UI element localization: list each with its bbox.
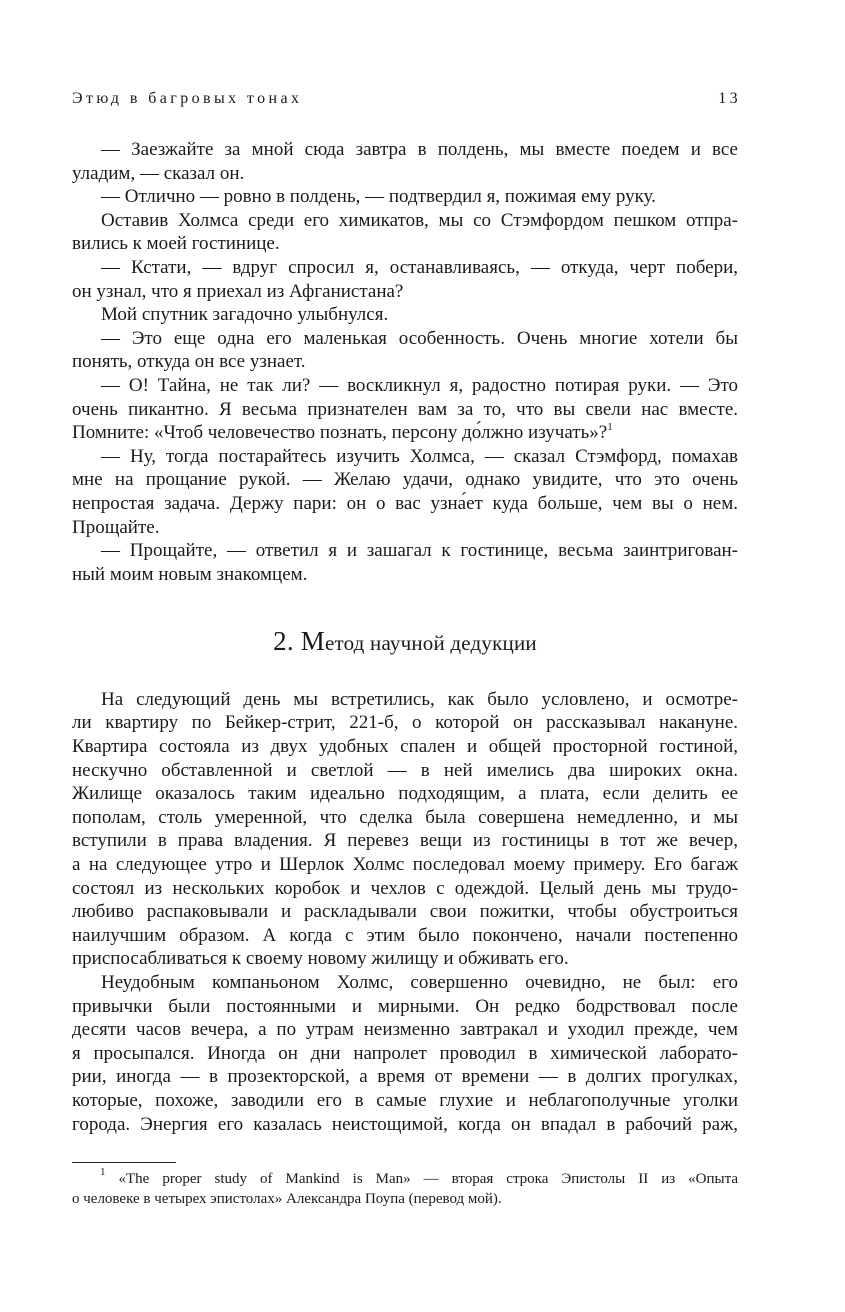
text-line: Квартира состояла из двух удобных спален и общей просторной гостиной, <box>72 736 738 758</box>
text-line: — Заезжайте за мной сюда завтра в полдень, мы вместе поедем и все <box>101 139 738 160</box>
text-line: Жилище оказалось таким идеально подходящим, а плата, если делить ее <box>72 783 738 805</box>
text-line: Неудобным компаньоном Холмс, совершенно очевидно, не был: его <box>101 972 738 993</box>
chapter-title-initial: М <box>300 626 325 657</box>
text-line: ли квартиру по Бейкер-стрит, 221-б, о которой он рассказывал накануне. <box>72 712 738 734</box>
text-line: понять, откуда он все узнает. <box>72 351 306 373</box>
text-line: — О! Тайна, не так ли? — воскликнул я, радостно потирая руки. — Это <box>101 374 738 396</box>
text-line: я просыпался. Иногда он дни напролет проводил в химической лаборато- <box>72 1042 738 1064</box>
text-line: — Отлично — ровно в полдень, — подтвердил я, пожимая ему руку. <box>101 186 656 208</box>
footnote-rule <box>72 1162 176 1163</box>
text-line: состоял из нескольких коробок и чехлов с одеждой. Целый день мы трудо- <box>72 877 738 899</box>
body-text <box>72 138 738 1136</box>
text-line: Помните: «Чтоб человечество познать, персону до́лжно изучать»?$^1$ <box>72 421 613 444</box>
text-line: — Это еще одна его маленькая особенность. Очень многие хотели бы <box>101 327 738 349</box>
text-line: рии, иногда — в прозекторской, а время от времени — в долгих прогулках, <box>72 1066 738 1088</box>
chapter-number: 2. <box>273 626 294 657</box>
text-line: наилучшим образом. А когда с этим было покончено, начали постепенно <box>72 924 738 946</box>
text-line: десяти часов вечера, а по утрам неизменно завтракал и уходил прежде, чем <box>72 1019 738 1041</box>
footnote-marker: 1 <box>100 1166 106 1178</box>
chapter-title-rest: етод научной дедукции <box>324 631 537 656</box>
footnote-line: о человеке в четырех эпистолах» Александра Поупа (перевод мой). <box>72 1191 502 1207</box>
text-line: мне на прощание рукой. — Желаю удачи, однако увидите, что это очень <box>72 469 738 491</box>
text-line: вились к моей гостинице. <box>72 233 280 255</box>
text-line: привычки были постоянными и мирными. Он редко бодрствовал после <box>72 995 738 1017</box>
text-line: он узнал, что я приехал из Афганистана? <box>72 280 404 302</box>
footnote <box>72 1166 739 1209</box>
text-line: а на следующее утро и Шерлок Холмс последовал моему примеру. Его багаж <box>72 854 738 876</box>
text-line: вступили в права владения. Я перевез вещи из гостиницы в тот же вечер, <box>72 830 738 852</box>
running-title: Этюд в багровых тонах <box>72 90 303 107</box>
chapter-body <box>72 688 738 1136</box>
text-line: Прощайте. <box>72 516 160 538</box>
text-line: — Кстати, — вдруг спросил я, останавливаясь, — откуда, черт побери, <box>101 256 738 278</box>
page-number: 13 <box>718 90 741 107</box>
footnote-line: $^1$ «The proper study of Mankind is Man» — вторая строка Эпистолы II из «Опыта <box>100 1166 739 1187</box>
chapter-title <box>72 626 738 657</box>
text-line: очень пикантно. Я весьма признателен вам за то, что вы свели нас вместе. <box>72 398 738 420</box>
text-line: нескучно обставленной и светлой — в ней имелись два широких окна. <box>72 759 738 781</box>
text-line: На следующий день мы встретились, как было условлено, и осмотре- <box>101 688 738 710</box>
text-line: Мой спутник загадочно улыбнулся. <box>101 304 389 326</box>
text-line: города. Энергия его казалась неистощимой, когда он впадал в рабочий раж, <box>72 1113 738 1135</box>
text-line: уладим, — сказал он. <box>72 162 245 184</box>
text-line: непростая задача. Держу пари: он о вас узна́ет куда больше, чем вы о нем. <box>72 492 738 514</box>
text-line: ный моим новым знакомцем. <box>72 563 308 585</box>
text-line: пополам, столь умеренной, что сделка была совершена немедленно, и мы <box>72 806 738 828</box>
dialogue-section <box>72 138 738 586</box>
text-line: любиво распаковывали и раскладывали свои пожитки, чтобы обустроиться <box>72 901 738 923</box>
text-line: которые, похоже, заводили его в самые глухие и неблагополучные уголки <box>72 1089 738 1111</box>
text-line: — Ну, тогда постарайтесь изучить Холмса, — сказал Стэмфорд, помахав <box>101 445 738 467</box>
text-line: Оставив Холмса среди его химикатов, мы со Стэмфордом пешком отпра- <box>101 209 738 231</box>
running-header <box>72 90 741 108</box>
text-line: — Прощайте, — ответил я и зашагал к гостинице, весьма заинтригован- <box>101 540 738 562</box>
text-line: приспосабливаться к своему новому жилищу и обживать его. <box>72 948 569 970</box>
footnote-reference: 1 <box>607 421 613 434</box>
